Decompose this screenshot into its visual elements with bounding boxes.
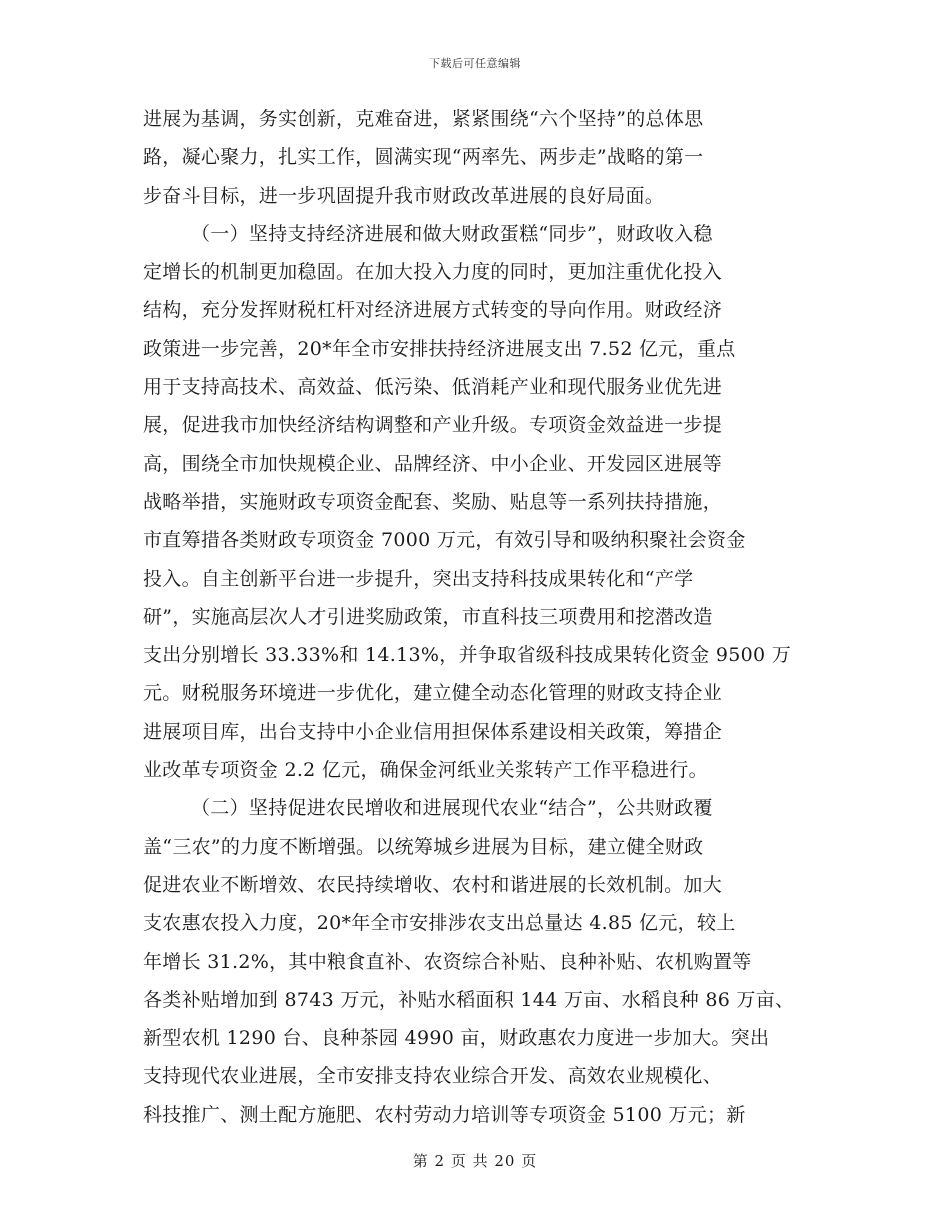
text-line: 展，促进我市加快经济结构调整和产业升级。专项资金效益进一步提 xyxy=(143,414,723,437)
text-line: 路，凝心聚力，扎实工作，圆满实现“两率先、两步走”战略的第一 xyxy=(143,146,704,169)
text-line: 盖“三农”的力度不断增强。以统筹城乡进展为目标，建立健全财政 xyxy=(143,835,704,858)
text-line: 年增长 31.2%，其中粮食直补、农资综合补贴、良种补贴、农机购置等 xyxy=(143,950,752,973)
text-line: 元。财税服务环境进一步优化，建立健全动态化管理的财政支持企业 xyxy=(143,682,723,705)
text-line: 研”，实施高层次人才引进奖励政策，市直科技三项费用和挖潜改造 xyxy=(143,605,713,628)
page-number-footer: 第 2 页 共 20 页 xyxy=(412,1152,538,1170)
text-line: 促进农业不断增效、农民持续增收、农村和谐进展的长效机制。加大 xyxy=(143,873,723,896)
text-line: 结构，充分发挥财税杠杆对经济进展方式转变的导向作用。财政经济 xyxy=(143,299,723,322)
paragraph-start-line: （二）坚持促进农民增收和进展现代农业“结合”，公共财政覆 xyxy=(191,797,713,820)
text-line: 进展项目库，出台支持中小企业信用担保体系建设相关政策，筹措企 xyxy=(143,720,723,743)
paragraph-start-line: （一）坚持支持经济进展和做大财政蛋糕“同步”，财政收入稳 xyxy=(191,222,713,245)
page-header: 下载后可任意编辑 xyxy=(429,57,521,70)
text-line: 新型农机 1290 台、良种茶园 4990 亩，财政惠农力度进一步加大。突出 xyxy=(143,1027,770,1050)
text-line: 支农惠农投入力度，20*年全市安排涉农支出总量达 4.85 亿元，较上 xyxy=(143,912,736,935)
text-line: 战略举措，实施财政专项资金配套、奖励、贴息等一系列扶持措施， xyxy=(143,490,723,513)
text-line: 业改革专项资金 2.2 亿元，确保金河纸业关浆转产工作平稳进行。 xyxy=(143,759,708,782)
text-line: 高，围绕全市加快规模企业、品牌经济、中小企业、开发园区进展等 xyxy=(143,452,723,475)
text-line: 投入。自主创新平台进一步提升，突出支持科技成果转化和“产学 xyxy=(143,567,694,590)
document-body xyxy=(143,100,808,1134)
text-line: 支出分别增长 33.33%和 14.13%，并争取省级科技成果转化资金 9500 万 xyxy=(143,644,792,667)
text-line: 步奋斗目标，进一步巩固提升我市财政改革进展的良好局面。 xyxy=(143,184,665,207)
text-line: 进展为基调，务实创新，克难奋进，紧紧围绕“六个坚持”的总体思 xyxy=(143,108,704,130)
text-line: 用于支持高技术、高效益、低污染、低消耗产业和现代服务业优先进 xyxy=(143,376,723,399)
text-line: 定增长的机制更加稳固。在加大投入力度的同时，更加注重优化投入 xyxy=(143,261,723,284)
text-line: 政策进一步完善，20*年全市安排扶持经济进展支出 7.52 亿元，重点 xyxy=(143,337,736,360)
text-line: 支持现代农业进展，全市安排支持农业综合开发、高效农业规模化、 xyxy=(143,1065,723,1088)
text-line: 市直筹措各类财政专项资金 7000 万元，有效引导和吸纳积聚社会资金 xyxy=(143,529,746,552)
text-line: 各类补贴增加到 8743 万元，补贴水稻面积 144 万亩、水稻良种 86 万亩、 xyxy=(143,988,795,1011)
text-line: 科技推广、测土配方施肥、农村劳动力培训等专项资金 5100 万元；新 xyxy=(143,1103,746,1126)
